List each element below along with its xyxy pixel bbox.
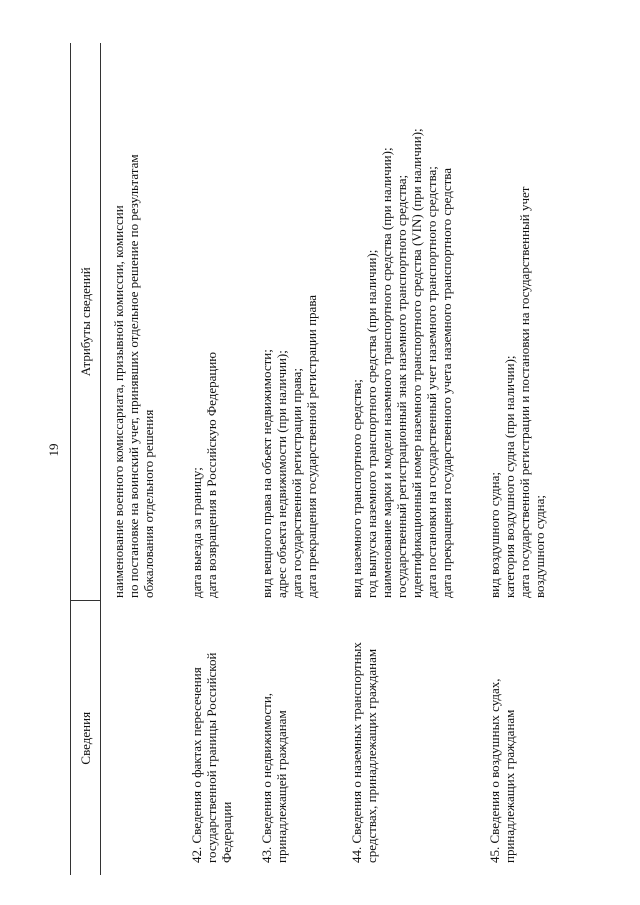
row-name: 45. Сведения о воздушных судах, принадлежащих гражданам	[487, 678, 517, 863]
attribute-line: вид наземного транспортного средства;	[349, 379, 364, 598]
attribute-line: наименование военного комиссариата, призывной комиссии, комиссии	[111, 205, 126, 598]
attribute-line: дата постановки на государственный учет наземного транспортного средства;	[424, 166, 439, 598]
attribute-line: по постановке на воинский учет, принявших отдельное решение по результатам	[126, 154, 141, 598]
attribute-line: дата государственной регистрации права;	[289, 368, 304, 598]
row-attributes	[101, 43, 180, 601]
column-header-info: Сведения	[71, 601, 101, 875]
attribute-line: вид вещного права на объект недвижимости;	[259, 349, 274, 598]
attribute-line: дата выезда за границу;	[189, 467, 204, 598]
row-name	[101, 601, 180, 875]
table-header-row	[71, 43, 101, 875]
row-attributes	[339, 43, 477, 601]
row-attributes	[179, 43, 249, 601]
data-table	[70, 43, 557, 875]
attribute-line: дата прекращения государственного учета наземного транспортного средства	[439, 167, 454, 598]
table-row-43	[249, 43, 339, 875]
attribute-line: наименование марки и модели наземного транспортного средства (при наличии);	[379, 147, 394, 598]
attribute-line: государственный регистрационный знак наземного транспортного средства;	[394, 174, 409, 598]
row-name: 42. Сведения о фактах пересечения государственной границы Российской Федерации	[189, 652, 234, 863]
row-name: 44. Сведения о наземных транспортных средствах, принадлежащих гражданам	[349, 642, 379, 863]
table-row-45	[477, 43, 557, 875]
attribute-line: адрес объекта недвижимости (при наличии);	[274, 350, 289, 598]
attribute-line: обжалования отдельного решения	[141, 409, 156, 598]
table-row-44	[339, 43, 477, 875]
row-name: 43. Сведения о недвижимости, принадлежащей гражданам	[259, 692, 289, 863]
attribute-line: идентификационный номер наземного транспортного средства (VIN) (при наличии);	[409, 128, 424, 598]
attribute-line: воздушного судна;	[532, 494, 547, 598]
attribute-line: дата возвращения в Российскую Федерацию	[204, 351, 219, 598]
row-attributes	[477, 43, 557, 601]
page-number: 19	[46, 443, 61, 457]
table-row-42	[179, 43, 249, 875]
column-header-attributes: Атрибуты сведений	[71, 43, 101, 601]
attribute-line: категория воздушного судна (при наличии);	[502, 355, 517, 598]
attribute-line: год выпуска наземного транспортного средства (при наличии);	[364, 249, 379, 598]
attribute-line: дата государственной регистрации и постановки на государственный учет	[517, 186, 532, 598]
attribute-line: дата прекращения государственной регистрации права	[304, 294, 319, 598]
row-attributes	[249, 43, 339, 601]
attribute-line: вид воздушного судна;	[487, 472, 502, 598]
table-row-continuation	[101, 43, 180, 875]
